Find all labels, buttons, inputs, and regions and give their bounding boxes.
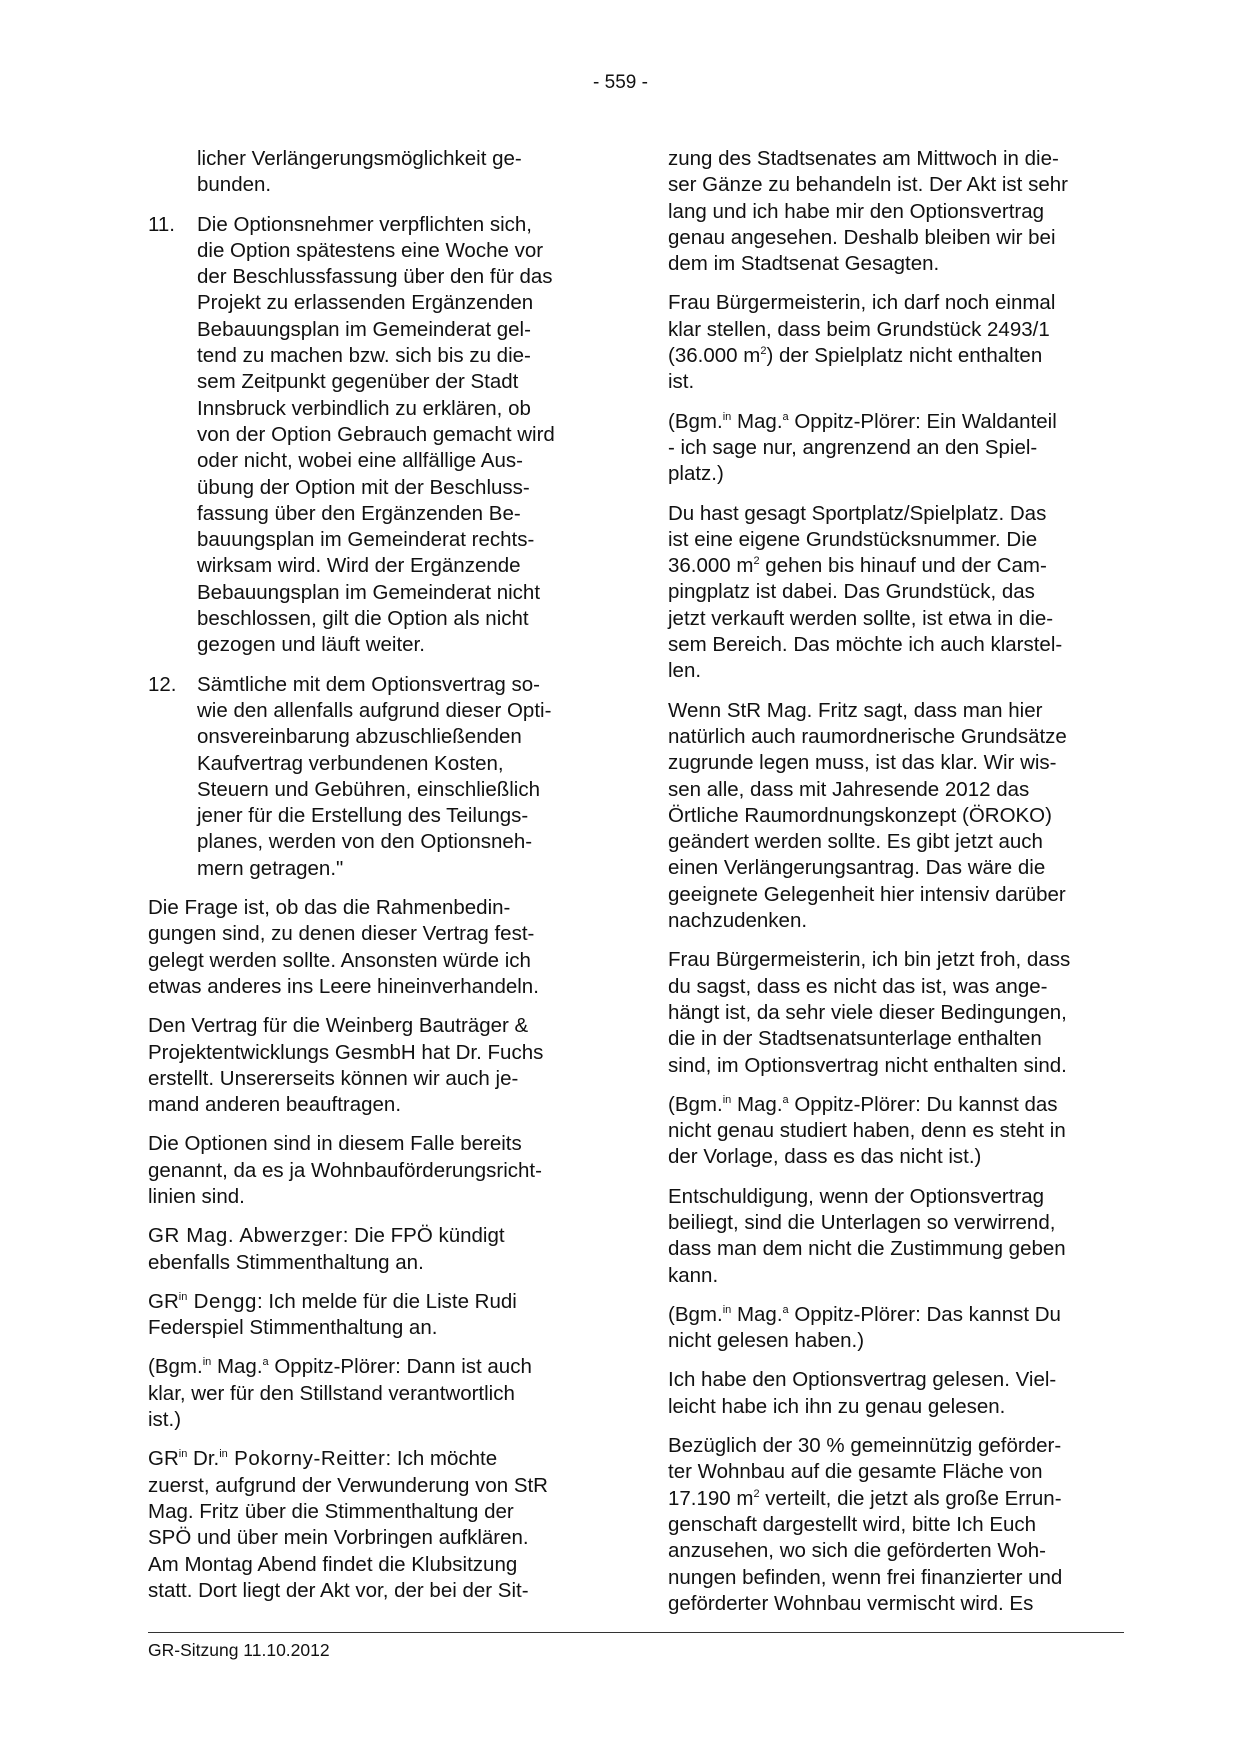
speaker-paragraph <box>148 1223 608 1276</box>
speech-text: Oppitz-Plörer: Dann ist auch klar, wer für den Stillstand verantwortlich ist.) <box>148 1355 532 1432</box>
list-item-text: Die Optionsnehmer verpflichten sich, die Option spätestens eine Woche vor der Beschlussfassung über den für das Projekt zu erlassenden Ergänzenden Bebauungsplan im Gemeinderat gel- tend zu machen bzw. sich bis zu die- sem Zeitpunkt gegenüber der Stadt Innsbruck verbindlich zu erklären, ob von der Option Gebrauch gemacht wird oder nicht, wobei eine allfällige Aus- übung der Option mit der Beschluss- fassung über den Ergänzenden Be- bauungsplan im Gemeinderat rechts- wirksam wird. Wird der Ergänzende Bebauungsplan im Gemeinderat nicht beschlossen, gilt die Option als nicht gezogen und läuft weiter. <box>197 212 555 657</box>
title-suffix: in <box>178 1448 188 1461</box>
footer-divider <box>148 1632 1124 1633</box>
paragraph: Die Optionen sind in diesem Falle bereits genannt, da es ja Wohnbauförderungsricht- linien sind. <box>148 1132 542 1208</box>
speech-text: Oppitz-Plörer: Du kannst das nicht genau studiert haben, denn es steht in der Vorlage, dass es das nicht ist.) <box>668 1092 1066 1169</box>
speaker-name: Dengg <box>187 1289 258 1313</box>
footer-text: GR-Sitzung 11.10.2012 <box>148 1640 330 1660</box>
title-abbrev: (Bgm. <box>668 409 723 433</box>
paragraph: Ich habe den Optionsvertrag gelesen. Viel- leicht habe ich ihn zu genau gelesen. <box>668 1368 1057 1418</box>
title-suffix: a <box>262 1356 269 1369</box>
paragraph: Du hast gesagt Sportplatz/Spielplatz. Das ist eine eigene Grundstücksnummer. Die 36.000 $m^2$ gehen bis hinauf und der Cam- pingplatz ist dabei. Das Grundstück, das jetzt verkauft werden sollte, ist etwa in die- sem Bereich. Das möchte ich auch klarstel- len. <box>668 501 1063 683</box>
right-column <box>668 146 1123 1630</box>
superscript: 2 <box>753 555 760 568</box>
title-abbrev: GR <box>148 1447 179 1471</box>
speech-text: : Ich möchte zuerst, aufgrund der Verwunderung von StR Mag. Fritz über die Stimmenthaltung der SPÖ und über mein Vorbringen aufklären. Am Montag Abend findet die Klubsitzung statt. Dort liegt der Akt vor, der bei der Sit- <box>148 1447 548 1602</box>
speech-text: : Ich melde für die Liste Rudi Federspiel Stimmenthaltung an. <box>148 1289 517 1340</box>
paragraph: zung des Stadtsenates am Mittwoch in die- ser Gänze zu behandeln ist. Der Akt ist sehr lang und ich habe mir den Optionsvertrag genau angesehen. Deshalb bleiben wir bei dem im Stadtsenat Gesagten. <box>668 147 1068 276</box>
list-item-number: 12. <box>148 672 177 696</box>
speaker-paragraph <box>148 1289 608 1342</box>
list-item-12 <box>148 672 608 882</box>
title-suffix: in <box>219 1448 228 1461</box>
title-suffix: in <box>178 1290 188 1303</box>
title-abbrev: Mag. <box>731 1302 783 1326</box>
title-abbrev: GR <box>148 1289 179 1313</box>
title-suffix: in <box>722 1093 732 1106</box>
title-suffix: in <box>722 410 732 423</box>
paragraph: Die Frage ist, ob das die Rahmenbedin- gungen sind, zu denen dieser Vertrag fest- gelegt werden sollte. Ansonsten würde ich etwas anderes ins Leere hineinverhandeln. <box>148 896 539 998</box>
paragraph: Bezüglich der 30 % gemeinnützig geförder- ter Wohnbau auf die gesamte Fläche von 17.190 $m^2$ verteilt, die jetzt als große Errun- genschaft dargestellt wird, bitte Ich Euch anzusehen, wo sich die geförderten Woh- nungen befinden, wenn frei finanzierter und geförderter Wohnbau vermischt wird. Es <box>668 1434 1063 1615</box>
speaker-name: Pokorny-Reitter <box>227 1447 386 1471</box>
list-item-11 <box>148 212 608 659</box>
paragraph: Entschuldigung, wenn der Optionsvertrag beiliegt, sind die Unterlagen so verwirrend, dass man dem nicht die Zustimmung geben kann. <box>668 1184 1066 1287</box>
paragraph: Wenn StR Mag. Fritz sagt, dass man hier natürlich auch raumordnerische Grundsätze zugrunde legen muss, ist das klar. Wir wis- sen alle, dass mit Jahresende 2012 das Örtliche Raumordnungskonzept (ÖROKO) geändert werden sollte. Es gibt jetzt auch einen Verlängerungsantrag. Das wäre die geeignete Gelegenheit hier intensiv darüber nachzudenken. <box>668 698 1067 933</box>
title-suffix: in <box>202 1356 212 1369</box>
paragraph: Frau Bürgermeisterin, ich darf noch einmal klar stellen, dass beim Grundstück 2493/1 (36.000 $m^2$) der Spielplatz nicht enthalten ist. <box>668 291 1056 394</box>
interjection <box>668 1302 1123 1355</box>
title-abbrev: (Bgm. <box>668 1302 723 1326</box>
speaker-name: GR Mag. Abwerzger <box>148 1224 343 1248</box>
speech-text: : Die FPÖ kündigt ebenfalls Stimmenthaltung an. <box>148 1224 505 1274</box>
superscript: 2 <box>753 1487 760 1500</box>
paragraph: Frau Bürgermeisterin, ich bin jetzt froh, dass du sagst, dass es nicht das ist, was ange- hängt ist, da sehr viele dieser Bedingungen, die in der Stadtsenatsunterlage enthalten sind, im Optionsvertrag nicht enthalten sind. <box>668 948 1071 1077</box>
title-suffix: a <box>782 410 789 423</box>
title-suffix: a <box>782 1093 789 1106</box>
title-suffix: in <box>722 1303 732 1316</box>
interjection <box>668 409 1123 488</box>
title-abbrev: Mag. <box>731 1092 783 1116</box>
title-abbrev: (Bgm. <box>148 1355 203 1379</box>
speaker-paragraph <box>148 1446 608 1604</box>
title-abbrev: Mag. <box>211 1355 263 1379</box>
left-column <box>148 146 608 1617</box>
page-number: - 559 - <box>593 72 648 93</box>
list-item-text: Sämtliche mit dem Optionsvertrag so- wie den allenfalls aufgrund dieser Opti- onsvereinbarung abzuschließenden Kaufvertrag verbundenen Kosten, Steuern und Gebühren, einschließlich jener für die Erstellung des Teilungs- planes, werden von den Optionsneh- mern getragen." <box>197 672 552 880</box>
title-abbrev: Mag. <box>731 409 783 433</box>
speech-text: Oppitz-Plörer: Ein Waldanteil - ich sage nur, angrenzend an den Spiel- platz.) <box>668 409 1057 486</box>
list-item-number: 11. <box>148 212 175 236</box>
continued-list-text: licher Verlängerungsmöglichkeit ge- bunden. <box>197 147 522 197</box>
title-abbrev: Dr. <box>187 1447 220 1471</box>
title-abbrev: (Bgm. <box>668 1092 723 1116</box>
superscript: 2 <box>760 345 767 358</box>
paragraph: Den Vertrag für die Weinberg Bauträger & Projektentwicklungs GesmbH hat Dr. Fuchs erstellt. Unsererseits können wir auch je- mand anderen beauftragen. <box>148 1014 544 1117</box>
speech-text: Oppitz-Plörer: Das kannst Du nicht gelesen haben.) <box>668 1302 1061 1353</box>
interjection <box>668 1092 1123 1171</box>
title-suffix: a <box>782 1303 789 1316</box>
interjection <box>148 1354 608 1433</box>
